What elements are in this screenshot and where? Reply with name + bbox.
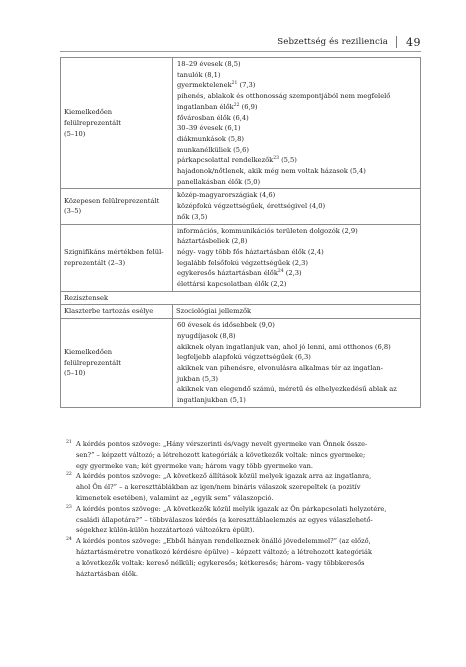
characteristic-item: ingatlanjukban (5,1) xyxy=(177,396,246,405)
footnote-number: 22 xyxy=(66,472,72,478)
group-label-line: Közepesen felülreprezentált xyxy=(64,196,160,205)
footnote-line: kimenetek esetében), valamint az „egyik sem” válaszopció. xyxy=(76,493,274,502)
characteristic-item: közép-magyarországiak (4,6) xyxy=(177,191,276,200)
group-label-cell xyxy=(61,58,173,189)
footnote xyxy=(66,439,426,471)
characteristic-item: jukban (5,3) xyxy=(177,374,218,383)
footnote-line: sen?” – képzett változó; a létrehozott kategóriák a következők voltak: nincs gyermeke; xyxy=(76,450,366,459)
footnote-line: családi állapotára?” – többválaszos kérdés (a kereszttáblaelemzés az egyes válaszlehető- xyxy=(76,515,373,524)
characteristic-item: 18–29 évesek (8,5) xyxy=(177,60,241,68)
group-items-cell xyxy=(173,319,421,408)
characteristic-item: ingatlanban élők$^{22}$ (6,9) xyxy=(177,102,258,111)
characteristic-item: fővárosban élők (6,4) xyxy=(177,113,249,122)
characteristic-item: nyugdíjasok (8,8) xyxy=(177,331,236,340)
header-divider xyxy=(396,36,397,48)
group-items-cell xyxy=(173,58,421,189)
footnote-ref: 24 xyxy=(277,269,284,275)
group-label-line: Kiemelkedően felülreprezentált xyxy=(64,108,121,127)
characteristic-item: akiknek olyan ingatlanjuk van, ahol jó lenni, ami otthonos (6,8) xyxy=(177,342,391,351)
characteristic-item: 60 évesek és idősebbek (9,0) xyxy=(177,321,275,330)
footnote-line: ségekhez külön-külön hozzátartozó változókra épült). xyxy=(76,526,255,535)
characteristic-item: gyermektelenek$^{21}$ (7,3) xyxy=(177,81,256,90)
footnote xyxy=(66,536,426,579)
section-label: Rezisztensek xyxy=(61,291,421,305)
footnote-line: ahol Ön él?” – a kereszttáblákban az igen/nem bináris válaszok szerepeltek (a pozitív xyxy=(76,483,361,492)
group-label-line: (5–10) xyxy=(64,129,86,138)
footnote-number: 24 xyxy=(66,537,72,543)
footnote-text xyxy=(76,471,426,503)
footnote-line: A kérdés pontos szövege: „A következő állítások közül melyek igazak arra az ingatlanra, xyxy=(76,472,372,481)
characteristic-item: élettársi kapcsolatban élők (2,2) xyxy=(177,280,287,289)
characteristic-item: hajadonok/nőtlenek, akik még nem voltak házasok (5,4) xyxy=(177,167,366,176)
footnote-text xyxy=(76,439,426,471)
characteristic-item: akiknek van pihenésre, elvonulásra alkalmas tér az ingatlan- xyxy=(177,363,383,372)
footnote-number: 21 xyxy=(66,440,72,445)
characteristic-item: 30–39 évesek (6,1) xyxy=(177,124,241,133)
characteristic-item: munkanélküliek (5,6) xyxy=(177,145,250,154)
characteristic-item: párkapcsolattal rendelkezők$^{23}$ (5,5) xyxy=(177,156,297,165)
column-header-right: Szociológiai jellemzők xyxy=(173,305,421,319)
characteristic-item: akiknek van elegendő számú, méretű és elhelyezkedésű ablak az xyxy=(177,385,397,394)
running-title: Sebzettség és reziliencia xyxy=(277,37,388,47)
characteristic-item: háztartásbeliek (2,8) xyxy=(177,237,248,246)
table-row xyxy=(61,58,421,189)
footnote-line: A kérdés pontos szövege: „A következők közül melyik igazak az Ön párkapcsolati helyzetére, xyxy=(76,504,387,513)
characteristic-item: középfokú végzettségűek, érettségivel (4,0) xyxy=(177,202,326,211)
characteristic-item: legalább felsőfokú végzettségűek (2,3) xyxy=(177,258,309,267)
characteristic-item: információs, kommunikációs területen dolgozók (2,9) xyxy=(177,226,358,235)
footnote-ref: 23 xyxy=(273,156,279,162)
footnote-text xyxy=(76,504,426,536)
footnote-line: A kérdés pontos szövege: „Hány vérszerinti és/vagy nevelt gyermeke van Önnek össze- xyxy=(76,440,368,448)
footnote xyxy=(66,504,426,536)
footnote-line: egy gyermeke van; két gyermeke van; három vagy több gyermeke van. xyxy=(76,461,313,470)
table-row xyxy=(61,189,421,224)
characteristic-item: diákmunkások (5,8) xyxy=(177,134,244,143)
table-row xyxy=(61,224,421,291)
footnote-line: háztartásban élők. xyxy=(76,569,138,578)
table-body xyxy=(61,58,421,408)
column-header-left: Klaszterbe tartozás esélye xyxy=(61,305,173,319)
characteristic-item: nők (3,5) xyxy=(177,212,208,221)
footnote-number: 23 xyxy=(66,504,72,510)
characteristic-item: pihenés, ablakok és otthonosság szempontjából nem megfelelő xyxy=(177,92,391,101)
footnote-line: A kérdés pontos szövege: „Ebből hányan rendelkeznek önálló jövedelemmel?” (az előző, xyxy=(76,537,371,546)
footnote-ref: 22 xyxy=(233,102,240,108)
characteristic-item: panellakásban élők (5,0) xyxy=(177,177,261,186)
column-header-row xyxy=(61,305,421,319)
group-label-cell xyxy=(61,224,173,291)
group-items-cell xyxy=(173,224,421,291)
footnote xyxy=(66,471,426,503)
characteristic-item: legfeljebb alapfokú végzettségűek (6,3) xyxy=(177,353,311,362)
characteristic-item: egykeresős háztartásban élők$^{24}$ (2,3) xyxy=(177,269,302,278)
group-label-cell xyxy=(61,319,173,408)
characteristic-item: tanulók (8,1) xyxy=(177,70,221,79)
page-number: 49 xyxy=(406,35,421,49)
group-label-line: (3–5) xyxy=(64,207,82,216)
table-row xyxy=(61,319,421,408)
group-items-cell xyxy=(173,189,421,224)
group-label-line: Kiemelkedően felülreprezentált xyxy=(64,347,121,367)
group-label-line: reprezentált (2–3) xyxy=(64,258,126,267)
running-header xyxy=(60,33,421,52)
cluster-table xyxy=(60,57,421,408)
characteristic-item: négy- vagy több fős háztartásban élők (2,4) xyxy=(177,247,324,256)
footnote-text xyxy=(76,536,426,579)
footnote-line: háztartásméretre vonatkozó kérdésre épülve) – képzett változó; a létrehozott kategóriák xyxy=(76,547,372,556)
section-row xyxy=(61,291,421,305)
group-label-cell xyxy=(61,189,173,224)
group-label-line: (5–10) xyxy=(64,369,86,378)
group-label-line: Szignifikáns mértékben felül- xyxy=(64,247,164,256)
footnotes xyxy=(66,439,426,579)
footnote-ref: 21 xyxy=(231,81,238,87)
footnote-line: a következők voltak: kereső nélküli; egykeresős; kétkeresős; három- vagy többkeresős xyxy=(76,558,365,567)
